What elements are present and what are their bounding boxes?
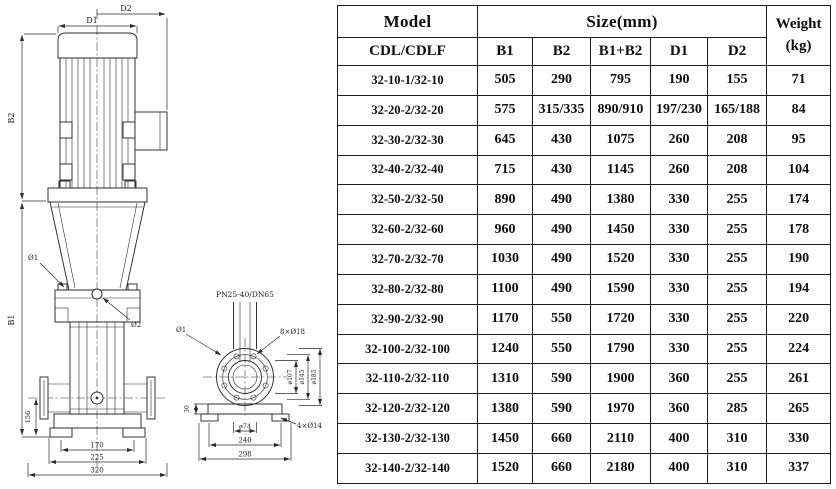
header-col-d2: D2 <box>708 38 767 66</box>
table-row <box>338 185 831 215</box>
cell-b2: 590 <box>533 364 591 394</box>
cell-d2: 208 <box>708 155 767 185</box>
table-row <box>338 394 831 424</box>
cell-d2: 255 <box>708 245 767 275</box>
cell-weight: 194 <box>767 274 831 304</box>
cell-d1: 260 <box>651 155 708 185</box>
cell-b1: 890 <box>478 185 533 215</box>
cell-weight: 337 <box>767 453 831 483</box>
cell-d2: 310 <box>708 453 767 483</box>
header-size-group: Size(mm) <box>478 6 767 38</box>
cell-b1: 505 <box>478 66 533 96</box>
dim-label-bolt-circle: ø145 <box>299 369 306 385</box>
cell-weight: 265 <box>767 394 831 424</box>
pipe <box>234 302 257 361</box>
front-view <box>7 4 167 477</box>
cell-weight: 190 <box>767 245 831 275</box>
cell-weight: 178 <box>767 215 831 245</box>
cell-b1: 1240 <box>478 334 533 364</box>
motor <box>58 33 167 188</box>
cell-b1: 1170 <box>478 304 533 334</box>
cell-b1b2: 795 <box>591 66 651 96</box>
cell-b1: 645 <box>478 125 533 155</box>
side-view <box>176 290 323 461</box>
cell-model: 32-40-2/32-40 <box>338 155 478 185</box>
cell-weight: 104 <box>767 155 831 185</box>
cell-d1: 330 <box>651 334 708 364</box>
cell-d1: 330 <box>651 245 708 275</box>
motor-stool <box>48 181 147 290</box>
cell-model: 32-80-2/32-80 <box>338 274 478 304</box>
cell-b2: 590 <box>533 394 591 424</box>
header-col-d1: D1 <box>651 38 708 66</box>
cell-b1: 960 <box>478 215 533 245</box>
cell-model: 32-140-2/32-140 <box>338 453 478 483</box>
cell-model: 32-10-1/32-10 <box>338 66 478 96</box>
cell-model: 32-20-2/32-20 <box>338 95 478 125</box>
label-base-holes: 4×Ø14 <box>297 422 322 430</box>
cell-d2: 255 <box>708 304 767 334</box>
table-row <box>338 245 831 275</box>
cell-model: 32-110-2/32-110 <box>338 364 478 394</box>
cell-d1: 197/230 <box>651 95 708 125</box>
cell-b2: 490 <box>533 245 591 275</box>
cell-weight: 95 <box>767 125 831 155</box>
cell-b1b2: 2180 <box>591 453 651 483</box>
dim-label-base-mid: 225 <box>90 453 104 462</box>
terminal-box <box>135 112 167 150</box>
cell-model: 32-100-2/32-100 <box>338 334 478 364</box>
cell-b2: 660 <box>533 424 591 454</box>
cell-d2: 310 <box>708 424 767 454</box>
flange-spec-label: PN25-40/DN65 <box>216 290 274 299</box>
cell-d1: 400 <box>651 424 708 454</box>
cell-b1b2: 2110 <box>591 424 651 454</box>
cell-b1b2: 1590 <box>591 274 651 304</box>
table-row <box>338 334 831 364</box>
table-row <box>338 453 831 483</box>
cell-d1: 190 <box>651 66 708 96</box>
cell-d2: 165/188 <box>708 95 767 125</box>
table-row <box>338 155 831 185</box>
header-col-b1b2: B1+B2 <box>591 38 651 66</box>
cell-b2: 660 <box>533 453 591 483</box>
pump-base <box>50 414 145 437</box>
cell-b1: 1520 <box>478 453 533 483</box>
cell-b1b2: 1145 <box>591 155 651 185</box>
header-weight-line2: (kg) <box>785 37 812 54</box>
label-bolt-holes: 8×Ø18 <box>280 328 305 336</box>
cell-model: 32-120-2/32-120 <box>338 394 478 424</box>
cell-b1b2: 1790 <box>591 334 651 364</box>
table-row <box>338 215 831 245</box>
cell-d1: 330 <box>651 185 708 215</box>
cell-d1: 330 <box>651 274 708 304</box>
cell-b2: 490 <box>533 185 591 215</box>
label-phi1-side: Ø1 <box>176 326 187 334</box>
header-col-b1: B1 <box>478 38 533 66</box>
cell-b1: 1450 <box>478 424 533 454</box>
pump-technical-drawing <box>0 0 333 489</box>
table-row <box>338 66 831 96</box>
table-row <box>338 274 831 304</box>
dim-label-base-inner: 170 <box>90 441 104 450</box>
cell-weight: 330 <box>767 424 831 454</box>
cell-b1: 1030 <box>478 245 533 275</box>
cell-d2: 208 <box>708 125 767 155</box>
cell-b1b2: 1520 <box>591 245 651 275</box>
cell-b1b2: 1970 <box>591 394 651 424</box>
dim-label-base-width: 240 <box>238 436 252 445</box>
dim-label-base-outer: 320 <box>90 466 104 475</box>
spec-table-body <box>338 66 831 484</box>
dim-label-d1: D1 <box>86 16 98 25</box>
cell-d2: 155 <box>708 66 767 96</box>
cell-b2: 430 <box>533 125 591 155</box>
cell-b2: 290 <box>533 66 591 96</box>
cell-model: 32-30-2/32-30 <box>338 125 478 155</box>
cell-b1b2: 1900 <box>591 364 651 394</box>
table-row <box>338 304 831 334</box>
cell-b1: 575 <box>478 95 533 125</box>
flange-face <box>203 338 287 418</box>
cell-b2: 490 <box>533 215 591 245</box>
cell-d2: 255 <box>708 274 767 304</box>
dim-label-b1: B1 <box>7 314 16 326</box>
cell-d1: 400 <box>651 453 708 483</box>
cell-d2: 255 <box>708 334 767 364</box>
cell-b1: 1380 <box>478 394 533 424</box>
dim-label-flange-od: ø185 <box>311 369 318 385</box>
dim-label-base-height: 30 <box>184 405 191 413</box>
cell-b1: 715 <box>478 155 533 185</box>
cell-b2: 315/335 <box>533 95 591 125</box>
cell-weight: 224 <box>767 334 831 364</box>
dim-label-port-dia: ø107 <box>287 369 294 385</box>
dim-label-hub: ø74 <box>238 422 252 431</box>
gauge-port-circle <box>92 289 102 299</box>
cell-d1: 330 <box>651 304 708 334</box>
cell-b2: 550 <box>533 334 591 364</box>
cell-b1b2: 1075 <box>591 125 651 155</box>
cell-b1: 1310 <box>478 364 533 394</box>
table-row <box>338 364 831 394</box>
cell-weight: 220 <box>767 304 831 334</box>
cell-b1b2: 890/910 <box>591 95 651 125</box>
cell-d1: 360 <box>651 394 708 424</box>
cell-d2: 255 <box>708 185 767 215</box>
table-row <box>338 424 831 454</box>
cell-weight: 84 <box>767 95 831 125</box>
cell-model: 32-90-2/32-90 <box>338 304 478 334</box>
spec-table <box>337 5 831 484</box>
side-dimensions <box>176 326 323 461</box>
pump-head <box>55 284 140 322</box>
header-col-b2: B2 <box>533 38 591 66</box>
cell-weight: 261 <box>767 364 831 394</box>
header-model: Model <box>338 6 478 38</box>
cell-d2: 285 <box>708 394 767 424</box>
cell-d2: 255 <box>708 215 767 245</box>
cell-d2: 255 <box>708 364 767 394</box>
cell-b1b2: 1380 <box>591 185 651 215</box>
header-weight-line1: Weight <box>775 15 822 32</box>
table-row <box>338 125 831 155</box>
cell-d1: 260 <box>651 125 708 155</box>
label-phi1: Ø1 <box>28 254 39 262</box>
cell-d1: 330 <box>651 215 708 245</box>
cell-b2: 430 <box>533 155 591 185</box>
cell-model: 32-60-2/32-60 <box>338 215 478 245</box>
cell-b1b2: 1720 <box>591 304 651 334</box>
dim-label-d2: D2 <box>120 4 132 13</box>
dim-label-b2: B2 <box>7 112 16 124</box>
header-model-sub: CDL/CDLF <box>338 38 478 66</box>
cell-d1: 360 <box>651 364 708 394</box>
cell-model: 32-50-2/32-50 <box>338 185 478 215</box>
dim-label-port-height: 156 <box>24 410 32 424</box>
cell-b1: 1100 <box>478 274 533 304</box>
cell-b2: 550 <box>533 304 591 334</box>
dim-label-base-length: 298 <box>238 450 252 459</box>
header-weight <box>767 6 831 66</box>
cell-weight: 174 <box>767 185 831 215</box>
table-row <box>338 95 831 125</box>
cell-b2: 490 <box>533 274 591 304</box>
label-phi2: Ø2 <box>131 321 142 329</box>
cell-weight: 71 <box>767 66 831 96</box>
cell-b1b2: 1450 <box>591 215 651 245</box>
cell-model: 32-130-2/32-130 <box>338 424 478 454</box>
cell-model: 32-70-2/32-70 <box>338 245 478 275</box>
